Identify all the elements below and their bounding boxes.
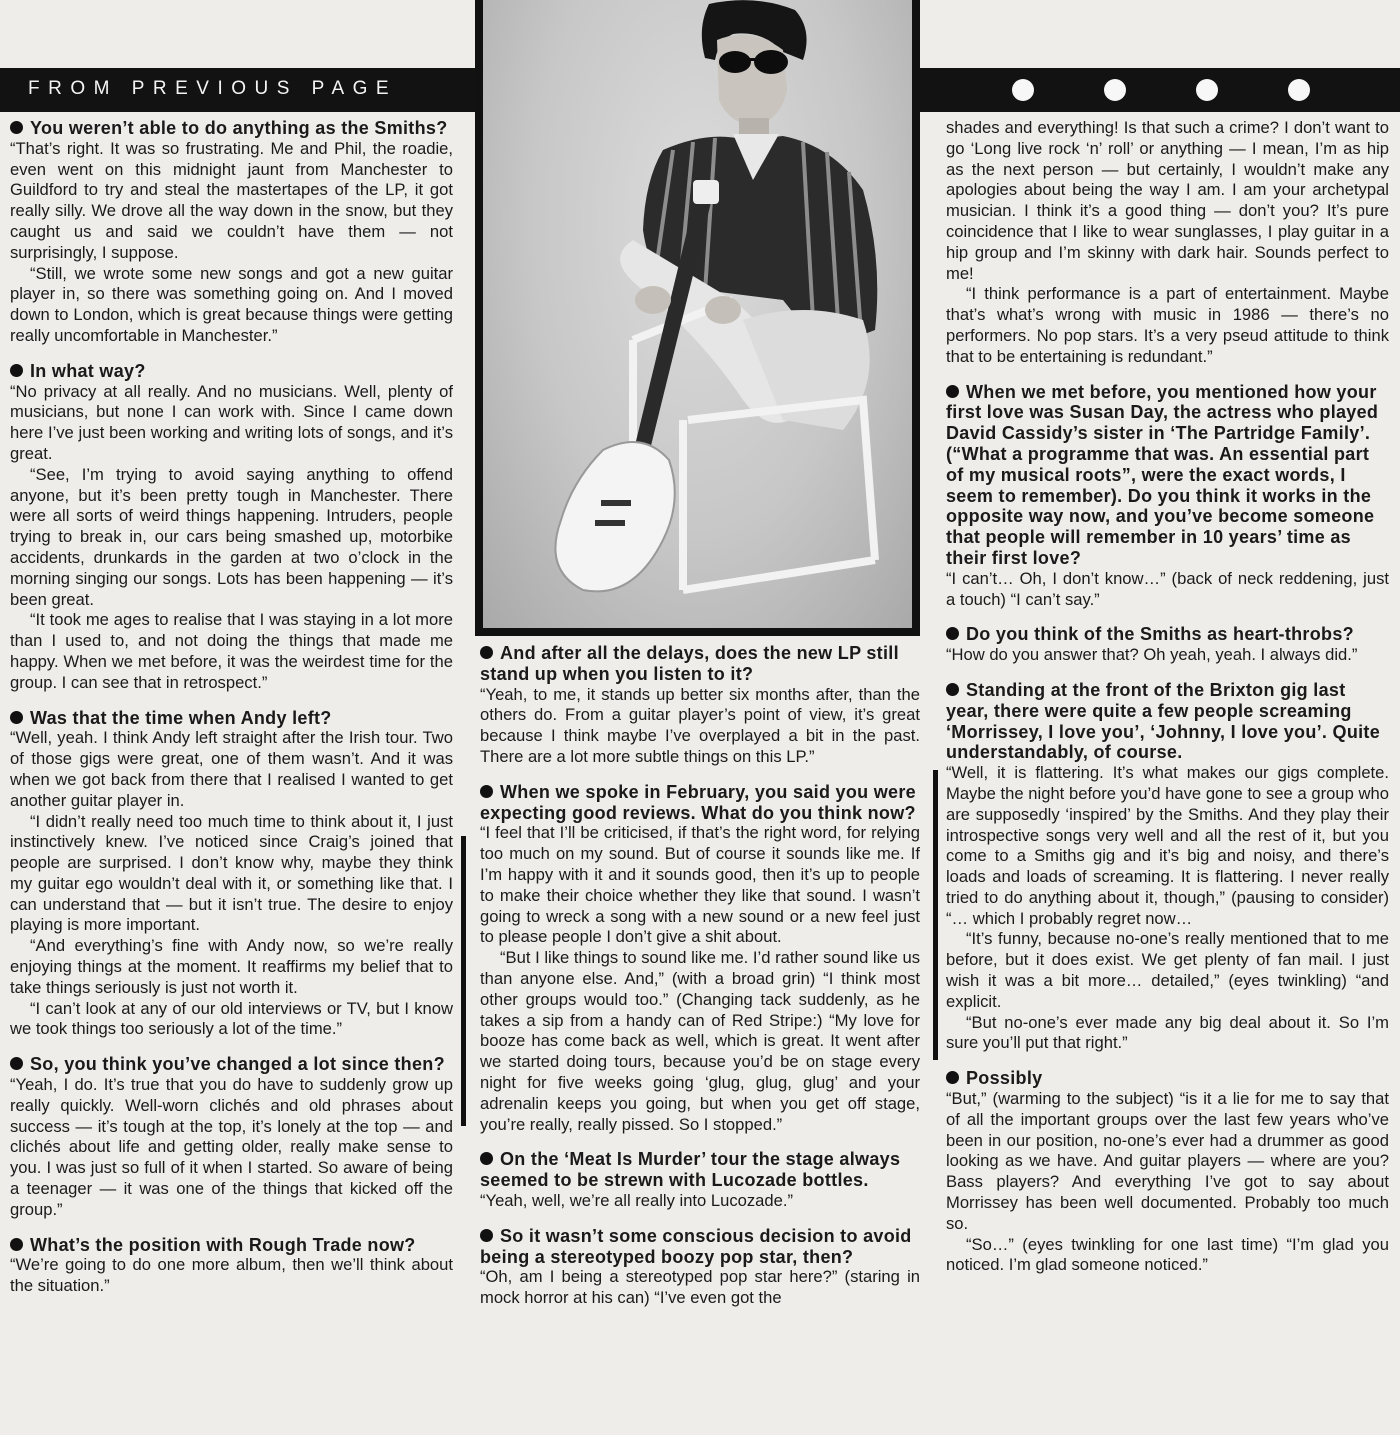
bullet-dot-icon <box>1196 79 1218 101</box>
answer-paragraph: “I can’t… Oh, I don’t know…” (back of neck reddening, just a touch) “I can’t say.” <box>946 568 1389 609</box>
answer-paragraph: “And everything’s fine with Andy now, so we’re really enjoying things at the moment. It reaffirms my belief that to take things seriously is just not worth it. <box>10 936 453 997</box>
interview-question: On the ‘Meat Is Murder’ tour the stage always seemed to be strewn with Lucozade bottles. <box>480 1149 920 1191</box>
answer-paragraph: “I can’t look at any of our old interviews or TV, but I know we took things too seriously a lot of the time.” <box>10 998 453 1039</box>
answer-paragraph: “Well, it is flattering. It’s what makes our gigs complete. Maybe the night before you’d have gone to see a group who are supposedly ‘inspired’ by the Smiths. And they play their introspective songs very well and all the rest of it, but you come to a Smiths gig and it’s big and noisy, and there’s loads and loads of screaming. It is flattering. I never really tried to do anything about it, though,” (pausing to consider) “… which I probably regret now… <box>946 763 1389 928</box>
interview-question: And after all the delays, does the new LP still stand up when you listen to it? <box>480 643 920 685</box>
interview-question: Was that the time when Andy left? <box>10 708 453 729</box>
bullet-dot-icon <box>1104 79 1126 101</box>
bullet-dot-icon <box>1012 79 1034 101</box>
interview-question: When we spoke in February, you said you were expecting good reviews. What do you think now? <box>480 782 920 824</box>
answer-paragraph: “Yeah, to me, it stands up better six months after, than the others do. From a guitar player’s point of view, it’s great because I think maybe I’ve overplayed a bit in the past. There are a lot more subtle things on this LP.” <box>480 684 920 766</box>
right-column <box>946 118 1389 1276</box>
answer-paragraph: “I didn’t really need too much time to think about it, I just instinctively knew. I’ve noticed since Craig’s joined that people are surprised. I don’t know why, maybe they think my guitar ego wouldn’t deal with it, or something like that. I can understand that — but it isn’t true. The desire to enjoy playing is more important. <box>10 811 453 935</box>
answer-paragraph: “I think performance is a part of entertainment. Maybe that’s what’s wrong with music in 1986 — there’s no performers. No pop stars. It’s a very pseud attitude to think that to be entertaining is redundant.” <box>946 284 1389 366</box>
left-column <box>10 118 453 1297</box>
interview-question: Possibly <box>946 1068 1389 1089</box>
column-rule <box>933 770 938 1060</box>
interview-question: So it wasn’t some conscious decision to avoid being a stereotyped boozy pop star, then? <box>480 1226 920 1268</box>
answer-paragraph: “Yeah, well, we’re all really into Lucozade.” <box>480 1190 793 1210</box>
photo-guitarist-icon <box>483 0 912 628</box>
answer-paragraph: “No privacy at all really. And no musicians. Well, plenty of musicians, but none I can work with. Since I came down here I’ve just been working and writing lots of songs, and it’s great. <box>10 381 453 463</box>
answer-paragraph: shades and everything! Is that such a crime? I don’t want to go ‘Long live rock ‘n’ roll’ or anything — I mean, I’m as hip as the next person — but certainly, I wouldn’t make any apologies about being the way I am. I am your archetypal musician. I think it’s a good thing — don’t you? It’s pure coincidence that I like to wear sunglasses, I play guitar in a hip group and I’m skinny with dark hair. Sounds perfect to me! <box>946 118 1389 283</box>
answer-paragraph: “But I like things to sound like me. I’d rather sound like us than anyone else. And,” (with a broad grin) “I think most other groups would too.” (Changing tack suddenly, as he takes a sip from a handy can of Red Stripe:) “My love for booze has come back as well, which is great. It went after we started doing tours, because you’d be on stage every night for five weeks going ‘glug, glug, glug’ and your adrenalin keeps you going, but when you get off stage, you’re really, really pissed. So I stopped.” <box>480 948 920 1134</box>
interview-question: In what way? <box>10 361 453 382</box>
photo-frame <box>475 0 920 636</box>
answer-paragraph: “It’s funny, because no-one’s really mentioned that to me before, but it does exist. We get plenty of fan mail. I just wish it was a bit more… detailed,” (eyes twinkling) “and explicit. <box>946 929 1389 1011</box>
answer-paragraph: “See, I’m trying to avoid saying anything to offend anyone, but it’s been pretty tough in Manchester. There were all sorts of weird things happening. Intruders, people trying to break in, our cars being smashed up, motorbike accidents, drunkards in the garden at two o’clock in the morning singing our songs. Lots has been happening — it’s been great. <box>10 464 453 609</box>
interview-question: Standing at the front of the Brixton gig last year, there were quite a few people screaming ‘Morrissey, I love you’, ‘Johnny, I love you’. Quite understandably, of course. <box>946 680 1389 763</box>
answer-paragraph: “That’s right. It was so frustrating. Me and Phil, the roadie, even went on this midnight jaunt from Manchester to Guildford to try and steal the mastertapes of the LP, it got really silly. We drove all the way down in the snow, but they caught us and said we couldn’t have them — not surprisingly, I suppose. <box>10 138 453 262</box>
answer-paragraph: “We’re going to do one more album, then we’ll think about the situation.” <box>10 1255 453 1296</box>
dots-banner <box>918 68 1400 112</box>
bullet-dot-icon <box>1288 79 1310 101</box>
answer-paragraph: “I feel that I’ll be criticised, if that’s the right word, for relying too much on my sound. But of course it sounds like me. If I’m happy with it and it sounds good, then it’s up to people to make their choice whether they like that sound. I wasn’t going to wreck a song with a new sound or a new feel just to please people I don’t give a shit about. <box>480 823 920 947</box>
answer-paragraph: “But no-one’s ever made any big deal about it. So I’m sure you’ll put that right.” <box>946 1012 1389 1053</box>
interview-question: When we met before, you mentioned how your first love was Susan Day, the actress who played David Cassidy’s sister in ‘The Partridge Family’. (“What a programme that was. An essential part of my musical roots”, were the exact words, I seem to remember). Do you think it works in the opposite way now, and you’ve become someone that people will remember in 10 years’ time as their first love? <box>946 382 1389 569</box>
interview-question: Do you think of the Smiths as heart-throbs? <box>946 624 1389 645</box>
banner-label: FROM PREVIOUS PAGE <box>28 78 398 99</box>
interview-question: So, you think you’ve changed a lot since then? <box>10 1054 453 1075</box>
middle-column <box>480 643 920 1309</box>
answer-paragraph: “It took me ages to realise that I was staying in a lot more than I used to, and not doing the things that made me happy. When we met before, it was the weirdest time for the group. I can see that in retrospect.” <box>10 610 453 692</box>
answer-paragraph: “But,” (warming to the subject) “is it a lie for me to say that of all the important groups over the last few years who’ve been in our position, no-one’s ever had a drummer as good looking as we have. And guitar players — where are you? Bass players? And everything I’ve got to say about Morrissey has been well documented. Probably too much so. <box>946 1089 1389 1233</box>
interview-question: What’s the position with Rough Trade now? <box>10 1235 453 1256</box>
answer-paragraph: “How do you answer that? Oh yeah, yeah. I always did.” <box>946 645 1358 665</box>
answer-paragraph: “Yeah, I do. It’s true that you do have to suddenly grow up really quickly. Well-worn clichés and old phrases about success — it’s tough at the top, it’s lonely at the top — and clichés about life and getting older, really make sense to you. I was just so full of it when I started. So aware of being a teenager — it was one of the things that kicked off the group.” <box>10 1075 453 1219</box>
answer-paragraph: “So…” (eyes twinkling for one last time) “I’m glad you noticed. I’m glad someone noticed.” <box>946 1234 1389 1275</box>
interview-question: You weren’t able to do anything as the Smiths? <box>10 118 453 139</box>
column-rule <box>461 836 466 1126</box>
from-previous-page-banner <box>0 68 477 112</box>
answer-paragraph: “Well, yeah. I think Andy left straight after the Irish tour. Two of those gigs were great, one of them wasn’t. And it was when we got back from there that I realised I wanted to get another guitar player in. <box>10 728 453 810</box>
answer-paragraph: “Still, we wrote some new songs and got a new guitar player in, so there was something going on. And I moved down to London, which is great because things were getting really uncomfortable in Manchester.” <box>10 263 453 345</box>
answer-paragraph: “Oh, am I being a stereotyped pop star here?” (staring in mock horror at his can) “I’ve even got the <box>480 1267 920 1308</box>
